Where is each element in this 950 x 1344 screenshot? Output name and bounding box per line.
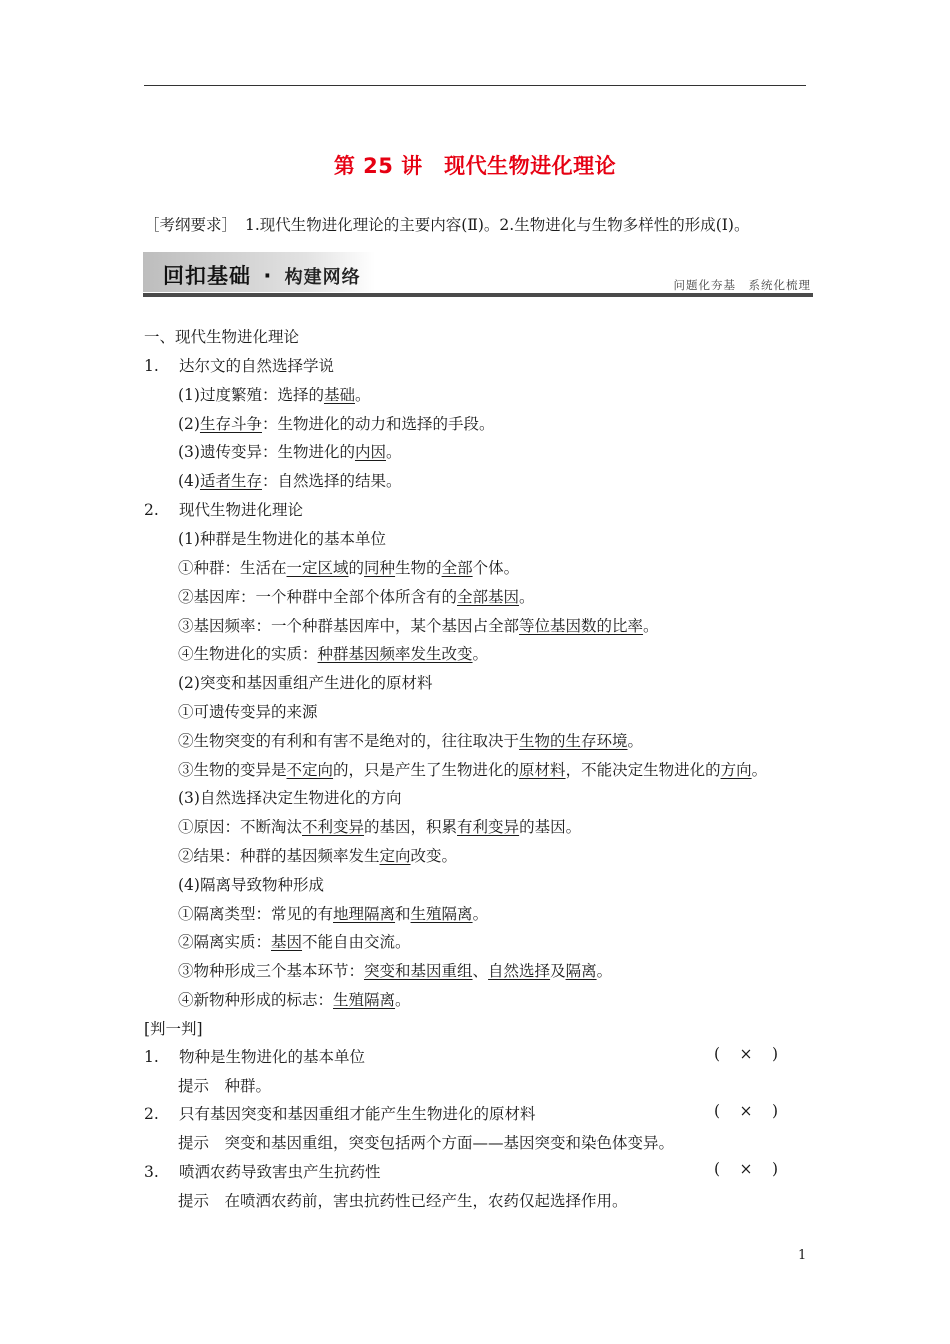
list-item: (3)遗传变异：生物进化的内因。 [178,443,402,461]
section-heading: 一、现代生物进化理论 [144,328,300,346]
subsection-title: (1)种群是生物进化的基本单位 [178,530,386,548]
judge-answer: ( × ) [714,1102,778,1120]
page-number: 1 [798,1248,807,1263]
answer-blank: 定向 [379,847,411,865]
banner-sub: 构建网络 [284,267,361,288]
banner-dot: · [263,264,273,288]
syllabus-text: 1.现代生物进化理论的主要内容(Ⅱ)。2.生物进化与生物多样性的形成(Ⅰ)。 [245,216,750,234]
list-item: ②基因库：一个种群中全部个体所含有的全部基因。 [178,588,535,606]
judge-item: 1. 物种是生物进化的基本单位 [144,1048,366,1066]
list-item: ②生物突变的有利和有害不是绝对的，往往取决于生物的生存环境。 [178,732,644,750]
answer-blank: 种群基因频率发生改变 [317,645,473,663]
banner-main: 回扣基础 [163,264,251,288]
point-1-title [144,354,334,376]
judge-item: 2. 只有基因突变和基因重组才能产生生物进化的原材料 [144,1105,536,1123]
list-item: ①原因：不断淘汰不利变异的基因，积累有利变异的基因。 [178,818,582,836]
answer-blank: 地理隔离 [333,905,396,923]
answer-blank: 方向 [720,761,752,779]
judge-item: 3. 喷洒农药导致害虫产生抗药性 [144,1163,381,1181]
list-item: ③生物的变异是不定向的，只是产生了生物进化的原材料，不能决定生物进化的方向。 [178,761,768,779]
point-title: 达尔文的自然选择学说 [179,357,335,375]
list-item: ①可遗传变异的来源 [178,703,318,721]
cross-mark: × [739,1160,753,1178]
list-item: ④新物种形成的标志：生殖隔离。 [178,991,411,1009]
list-item: (4)适者生存：自然选择的结果。 [178,472,402,490]
syllabus-requirements [144,213,749,235]
answer-blank: 等位基因数的比率 [519,617,644,635]
answer-blank: 全部 [441,559,473,577]
answer-blank: 一定区域 [286,559,349,577]
answer-blank: 不利变异 [302,818,365,836]
answer-blank: 全部基因 [457,588,520,606]
cross-mark: × [739,1102,753,1120]
answer-blank: 隔离 [565,962,597,980]
subsection-title: (2)突变和基因重组产生进化的原材料 [178,674,433,692]
list-item: ③基因频率：一个种群基因库中，某个基因占全部等位基因数的比率。 [178,617,659,635]
answer-blank: 生存斗争 [199,415,262,433]
answer-blank: 基因 [271,933,303,951]
judge-answer: ( × ) [714,1160,778,1178]
page-title: 第 25 讲 现代生物进化理论 [333,154,617,178]
banner-tagline: 问题化夯基 系统化梳理 [673,278,811,292]
header-rule [144,85,806,86]
subsection-title: (3)自然选择决定生物进化的方向 [178,789,402,807]
section-banner [143,252,813,298]
judge-heading: [判一判] [144,1020,203,1038]
judge-hint: 提示 种群。 [178,1077,272,1095]
list-item: ②结果：种群的基因频率发生定向改变。 [178,847,458,865]
answer-blank: 内因 [354,443,386,461]
list-item: ①隔离类型：常见的有地理隔离和生殖隔离。 [178,905,489,923]
answer-blank: 突变和基因重组 [364,962,473,980]
answer-blank: 有利变异 [457,818,520,836]
list-item: ④生物进化的实质：种群基因频率发生改变。 [178,645,489,663]
list-item: ②隔离实质：基因不能自由交流。 [178,933,411,951]
answer-blank: 生物的生存环境 [519,732,628,750]
answer-blank: 自然选择 [488,962,551,980]
syllabus-label: ［考纲要求］ [144,216,238,234]
answer-blank: 原材料 [519,761,566,779]
point-number: 2. [144,501,159,519]
answer-blank: 生殖隔离 [333,991,396,1009]
list-item: ①种群：生活在一定区域的同种生物的全部个体。 [178,559,520,577]
judge-hint: 提示 突变和基因重组，突变包括两个方面——基因突变和染色体变异。 [178,1134,675,1152]
subsection-title: (4)隔离导致物种形成 [178,876,324,894]
answer-blank: 生殖隔离 [410,905,473,923]
point-number: 1. [144,357,159,375]
banner-rule [143,293,813,297]
point-2-title [144,498,303,520]
list-item: ③物种形成三个基本环节：突变和基因重组、自然选择及隔离。 [178,962,613,980]
judge-answer: ( × ) [714,1045,778,1063]
cross-mark: × [739,1045,753,1063]
answer-blank: 同种 [364,559,396,577]
judge-hint: 提示 在喷洒农药前，害虫抗药性已经产生，农药仅起选择作用。 [178,1192,628,1210]
answer-blank: 不定向 [286,761,334,779]
point-title: 现代生物进化理论 [179,501,304,519]
list-item: (2)生存斗争：生物进化的动力和选择的手段。 [178,415,495,433]
answer-blank: 适者生存 [199,472,262,490]
list-item: (1)过度繁殖：选择的基础。 [178,386,371,404]
banner-title [163,260,361,290]
answer-blank: 基础 [323,386,355,404]
